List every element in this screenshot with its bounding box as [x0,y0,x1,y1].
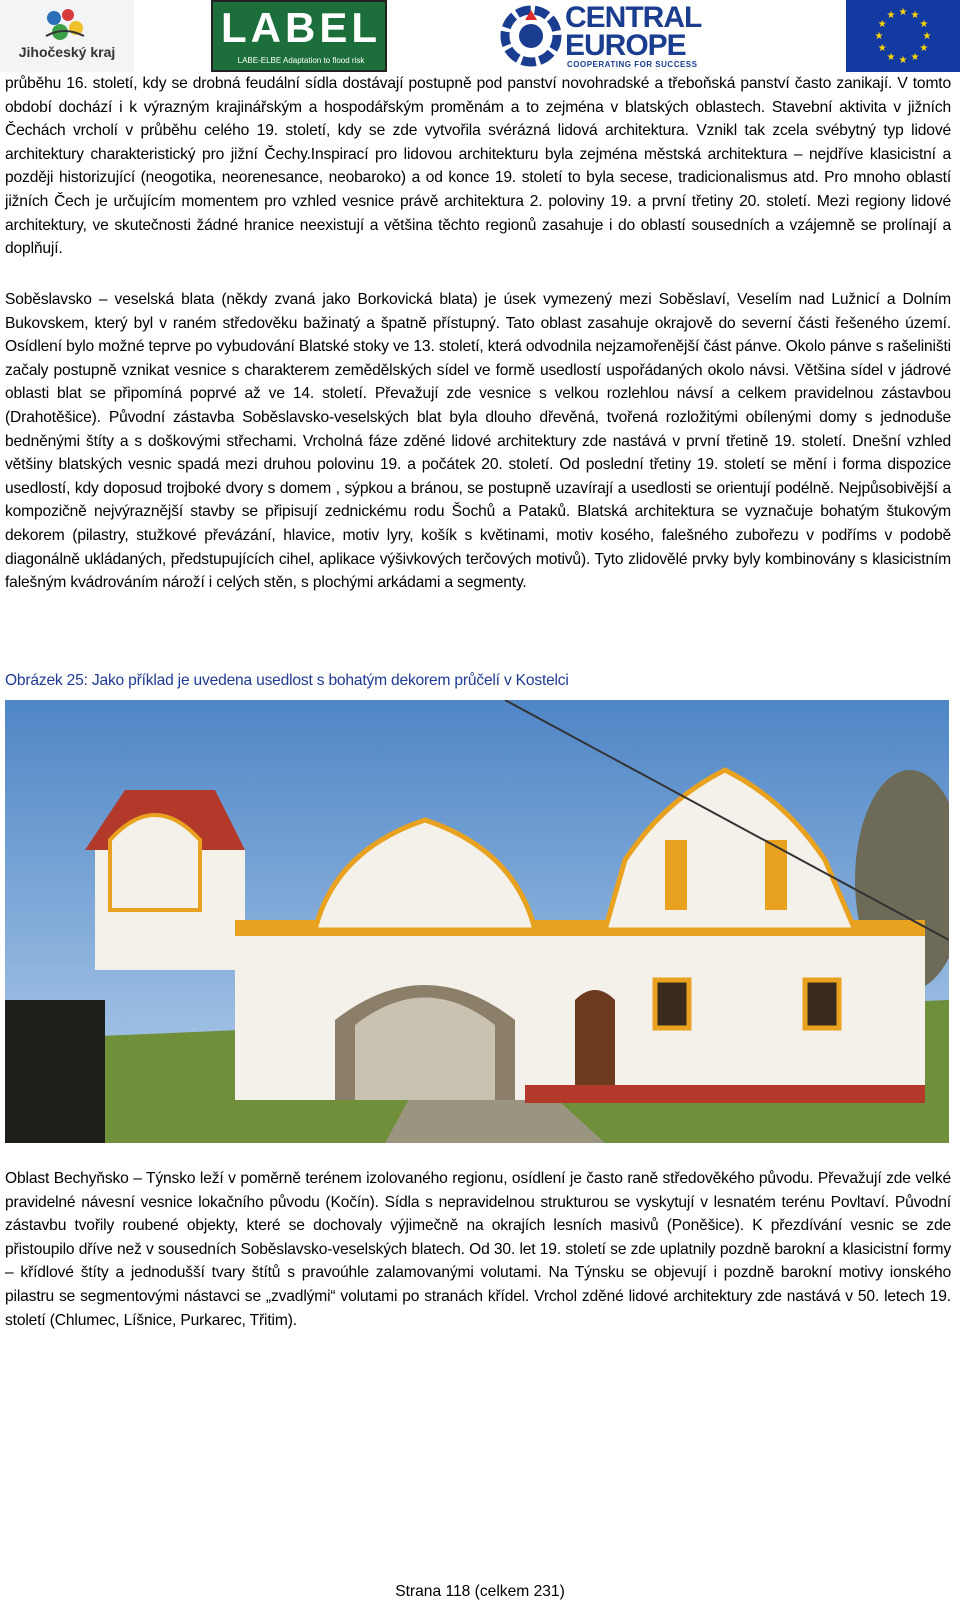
jihocesky-kraj-text: Jihočeský kraj [18,44,116,60]
page-number: Strana 118 (celkem 231) [395,1583,565,1600]
eu-star-icon: ★ [877,43,887,54]
figure-caption: Obrázek 25: Jako příklad je uvedena usedlost s bohatým dekorem průčelí v Kostelci [5,672,569,689]
header-logos [0,0,960,72]
eu-star-icon: ★ [874,31,884,42]
farmstead-photo [5,700,949,1143]
label-logo [211,0,387,72]
central-europe-line1: CENTRAL [565,1,702,34]
central-europe-ring-icon [499,4,563,68]
eu-star-icon: ★ [886,10,896,22]
paragraph-sobeslavsko: Soběslavsko – veselská blata (někdy zvaná jako Borkovická blata) je úsek vymezený mezi Soběslaví, Veselím nad Lužnicí a Dolním Bukovskem, který byl v raném středověku bažinatý a špatně přístupný. Tato oblast zasahuje okrajově do severní části řešeného území. Osídlení bylo možné teprve po vybudování Blatské stoky ve 13. století, která odvodnila nejzamořenější část pánve. Okolo pánve s rašeliništi začaly postupně vznikat vesnice s charakterem zemědělských sídel ve formě usedlostí uspořádaných okolo návsi. Většina sídel v jádrové oblasti blat se připomíná poprvé až ve 14. století. Převažují zde vesnice s velkou rozlehlou návsí a celkem pravidelnou zástavbou (Drahotěšice). Původní zástavba Soběslavsko-veselských blat byla dlouho dřevěná, tvořená rozložitými obílenými domy s jednoduše bedněnými štíty a s doškovými střechami. Vrcholná fáze zděné lidové architektury zde nastává v první třetině 19. století. Dnešní vzhled většiny blatských vesnic spadá mezi druhou polovinu 19. a počátek 20. století. Od poslední třetiny 19. století se mění i forma dispozice usedlostí, kdy doposud trojboké dvory s domem , sýpkou a bránou, se postupně uzavírají a usedlosti se orientují podélně. Nejpůsobivější a kompozičně nejvýraznější stavby se připisují zednickému rodu Šochů a Pataků. Blatská architektura se vyznačuje bohatým štukovým dekorem (pilastry, stužkové převázání, hlavice, motiv lyry, košík s květinami, motiv kosého, falešného zubořezu v podříms v podobě diagonálně ukládaných, předstupujících cihel, aplikace výšivkových terčových motivů). Tyto zlidovělé prvky byly kombinovány s klasicistním falešným kvádrováním nároží i celých stěn, s plochými arkádami a segmenty. [5,291,951,592]
eu-star-icon: ★ [910,10,920,22]
eu-star-icon: ★ [898,7,908,18]
eu-stars-icon [846,0,960,72]
label-logo-text: LABEL [221,4,381,51]
eu-star-icon: ★ [910,51,920,63]
jihocesky-kraj-emblem-icon [40,6,88,46]
eu-star-icon: ★ [886,51,896,63]
central-europe-tagline: COOPERATING FOR SUCCESS [567,60,698,69]
jihocesky-kraj-logo [0,0,134,72]
eu-star-icon: ★ [877,19,887,30]
paragraph-intro: průběhu 16. století, kdy se drobná feudální sídla dostávají postupně pod panství novohradské a třeboňská panství často zanikají. V tomto období dochází i k výrazným krajinářským a hospodářským proměnám a to zejména v blatských oblastech. Stavební aktivita v jižních Čechách vrcholí v průběhu celého 19. století, kdy se zde vytvořila svérázná lidová architektura. Vznikl tak zcela svébytný typ lidové architektury charakteristický pro jižní Čechy.Inspirací pro lidovou architekturu byla zejména městská architektura – nejdříve klasicistní a později historizující (neogotika, neorenesance, neobaroko) a od konce 19. století to byla secese, tradicionalismus atd. Pro mnoho oblastí jižních Čech je určujícím momentem pro vzhled vesnice právě architektura 2. poloviny 19. a první třetiny 20. století. Mezi regiony lidové architektury, ve skutečnosti žádné hranice neexistují a většina těchto regionů zasahuje i do oblastí sousedních a vzájemně se prolínají a doplňují. [5,75,951,258]
central-europe-logo [497,0,729,72]
paragraph-bechynsko: Oblast Bechyňsko – Týnsko leží v poměrně terénem izolovaného regionu, osídlení je často raně středověkého původu. Převažují zde velké pravidelné návesní vesnice lokačního původu (Kočín). Sídla s nepravidelnou strukturou se vyskytují v lesnatém terénu Povltaví. Původní zástavbu tvořily roubené objekty, které se dochovaly výjimečně na okrajích lesních masivů (Poněšice). K přezdívání vesnic se zde přistoupilo dříve než v sousedních Soběslavsko-veselských blatech. Od 30. let 19. století se zde uplatnily pozdně barokní a klasicistní formy – křídlové štíty a jednodušší tvary štítů s pravoúhle zalamovanými volutami. Na Týnsku se objevují i pozdně barokní motivy ionského pilastru se segmentovými nástavci se „zvadlými“ volutami po stranách křídel. Vrchol zděné lidové architektury zde nastává v 50. letech 19. století (Chlumec, Líšnice, Purkarec, Třitim). [5,1170,951,1329]
eu-star-icon: ★ [919,43,929,54]
eu-flag-logo [846,0,960,72]
eu-star-icon: ★ [922,31,932,42]
eu-star-icon: ★ [898,55,908,66]
label-logo-subtitle: LABE-ELBE Adaptation to flood risk [237,56,365,65]
eu-star-icon: ★ [919,19,929,30]
central-europe-line2: EUROPE [565,29,686,62]
